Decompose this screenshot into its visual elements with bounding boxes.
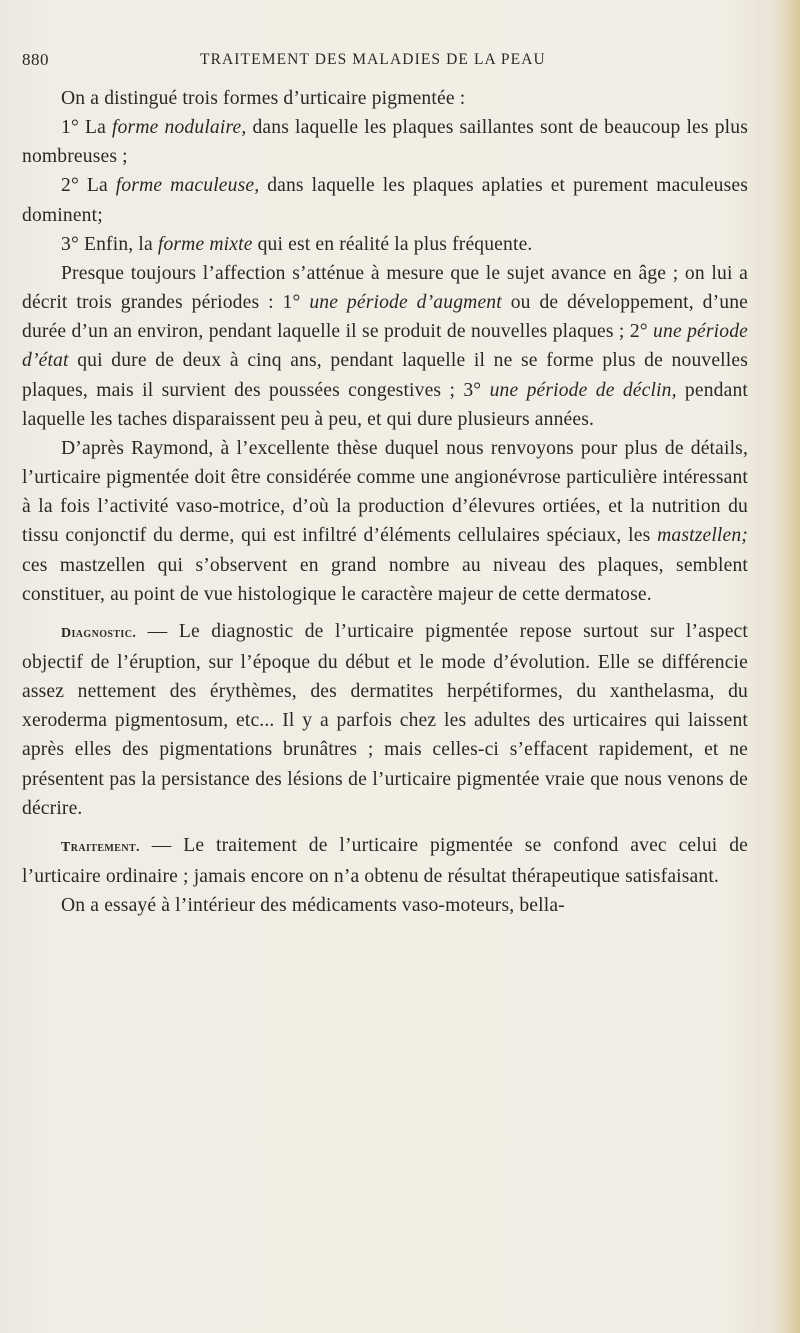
form-mixed-term: forme mixte	[157, 233, 253, 255]
medicaments-text: On a essayé à l’intérieur des médicaments vaso-moteurs, bella-	[61, 895, 565, 917]
periods-text-c: qui dure de deux à cinq ans, pendant laquelle il ne se forme plus de nouvelles plaques, mais il survient des poussées congestives ; 3°	[22, 350, 748, 401]
form-nodular-term: forme nodulaire,	[112, 117, 247, 139]
periods-text-d: pendant laquelle les taches disparaissent peu à peu, et qui dure plusieurs années.	[22, 379, 749, 430]
running-header	[22, 50, 748, 72]
paragraph-form-macular	[22, 171, 748, 229]
running-title: TRAITEMENT DES MALADIES DE LA PEAU	[200, 51, 546, 68]
paragraph-form-nodular	[22, 113, 748, 171]
traitement-heading: Traitement.	[61, 839, 140, 855]
period-etat-term: une période d’état	[22, 321, 748, 372]
paragraph-intro	[22, 84, 748, 113]
form-macular-text: dans laquelle les plaques aplaties et purement maculeuses dominent;	[22, 175, 749, 226]
paragraph-medicaments	[22, 891, 748, 920]
paragraph-traitement	[22, 831, 748, 891]
period-declin-term: une période de déclin,	[489, 379, 677, 401]
mastzellen-term: mastzellen;	[657, 525, 748, 547]
periods-text-a: Presque toujours l’affection s’atténue à mesure que le sujet avance en âge ; on lui a décrit trois grandes périodes : 1°	[22, 262, 748, 314]
form-nodular-text: dans laquelle les plaques saillantes sont de beaucoup les plus nombreuses ;	[22, 117, 748, 168]
paragraph-intro-text: On a distingué trois formes d’urticaire pigmentée :	[61, 88, 466, 109]
form-macular-term: forme maculeuse,	[115, 175, 260, 197]
raymond-text-a: D’après Raymond, à l’excellente thèse duquel nous renvoyons pour plus de détails, l’urticaire pigmentée doit être considérée comme une angionévrose particulière intéressant à la fois l’activité vaso-motrice, d’où la production d’élevures ortiées, et la nutrition du tissu conjonctif du derme, qui est infiltré d’éléments cellulaires spéciaux, les	[22, 437, 748, 547]
period-augment-term: une période d’augment	[309, 292, 502, 314]
diagnostic-text: — Le diagnostic de l’urticaire pigmentée repose surtout sur l’aspect objectif de l’éruption, sur l’époque du début et le mode d’évolution. Elle se différencie assez nettement des érythèmes, des dermatites herpétiformes, du xanthelasma, du xeroderma pigmentosum, etc... Il y a parfois chez les adultes des urticaires qui laissent après elles des pigmentations brunâtres ; mais celles-ci s’effacent rapidement, et ne présentent pas la persistance des lésions de l’urticaire pigmentée vraie que nous venons de décrire.	[22, 620, 748, 819]
paragraph-raymond	[22, 434, 748, 609]
paragraph-diagnostic	[22, 617, 748, 823]
traitement-text: — Le traitement de l’urticaire pigmentée se confond avec celui de l’urticaire ordinaire ; jamais encore on n’a obtenu de résultat thérapeutique satisfaisant.	[22, 834, 748, 888]
paragraph-form-mixed	[22, 230, 748, 259]
paragraph-periods	[22, 259, 748, 434]
form-number-3: 3° Enfin, la	[61, 233, 158, 255]
body-text	[22, 84, 748, 920]
form-number-1: 1° La	[61, 117, 113, 139]
form-mixed-text: qui est en réalité la plus fréquente.	[252, 233, 533, 255]
diagnostic-heading: Diagnostic.	[61, 625, 137, 641]
form-number-2: 2° La	[61, 175, 116, 197]
page-edge-shadow	[772, 0, 800, 1333]
page-number: 880	[22, 50, 49, 69]
periods-text-b: ou de développement, d’une durée d’un an environ, pendant laquelle il se produit de nouvelles plaques ; 2°	[22, 292, 749, 343]
raymond-text-b: ces mastzellen qui s’observent en grand nombre au niveau des plaques, semblent constituer, au point de vue histologique le caractère majeur de cette dermatose.	[22, 554, 748, 605]
